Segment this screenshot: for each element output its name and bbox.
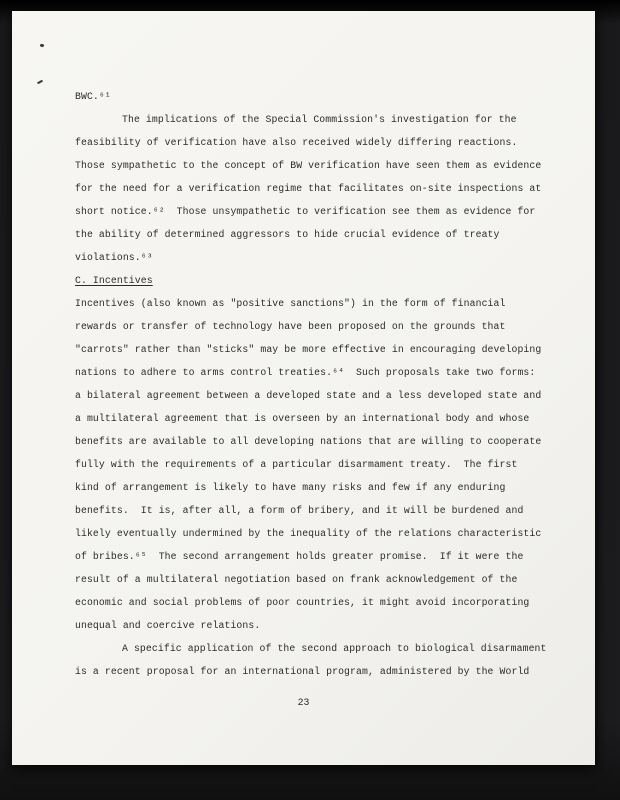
page-text [75, 85, 545, 683]
text-line: is a recent proposal for an international program, administered by the World [75, 666, 530, 677]
text-line: rewards or transfer of technology have been proposed on the grounds that [75, 321, 506, 332]
text-line: the ability of determined aggressors to hide crucial evidence of treaty [75, 229, 500, 240]
text-line: a multilateral agreement that is overseen by an international body and whose [75, 413, 530, 424]
text-line: likely eventually undermined by the inequality of the relations characteristic [75, 528, 542, 539]
text-line: result of a multilateral negotiation based on frank acknowledgement of the [75, 574, 518, 585]
text-line: unequal and coercive relations. [75, 620, 261, 631]
text-line: kind of arrangement is likely to have many risks and few if any enduring [75, 482, 506, 493]
document-page [12, 11, 595, 765]
text-line: violations.⁶³ [75, 252, 153, 263]
pen-mark [37, 80, 43, 85]
section-heading: C. Incentives [75, 275, 153, 286]
text-line: A specific application of the second approach to biological disarmament [122, 643, 547, 654]
text-line: benefits. It is, after all, a form of bribery, and it will be burdened and [75, 505, 524, 516]
text-line: benefits are available to all developing nations that are willing to cooperate [75, 436, 542, 447]
text-line: economic and social problems of poor countries, it might avoid incorporating [75, 597, 530, 608]
page-number: 23 [297, 697, 310, 708]
text-line: feasibility of verification have also received widely differing reactions. [75, 137, 518, 148]
text-line: BWC.⁶¹ [75, 91, 111, 102]
text-line: "carrots" rather than "sticks" may be more effective in encouraging developing [75, 344, 542, 355]
text-line: nations to adhere to arms control treaties.⁶⁴ Such proposals take two forms: [75, 367, 536, 378]
text-line: fully with the requirements of a particular disarmament treaty. The first [75, 459, 518, 470]
text-line: Incentives (also known as "positive sanctions") in the form of financial [75, 298, 506, 309]
text-line: Those sympathetic to the concept of BW verification have seen them as evidence [75, 160, 542, 171]
text-line: short notice.⁶² Those unsympathetic to verification see them as evidence for [75, 206, 536, 217]
text-line: a bilateral agreement between a developed state and a less developed state and [75, 390, 542, 401]
text-line: The implications of the Special Commission's investigation for the [122, 114, 517, 125]
text-line: of bribes.⁶⁵ The second arrangement holds greater promise. If it were the [75, 551, 524, 562]
pen-mark [40, 43, 45, 47]
text-line: for the need for a verification regime that facilitates on-site inspections at [75, 183, 542, 194]
